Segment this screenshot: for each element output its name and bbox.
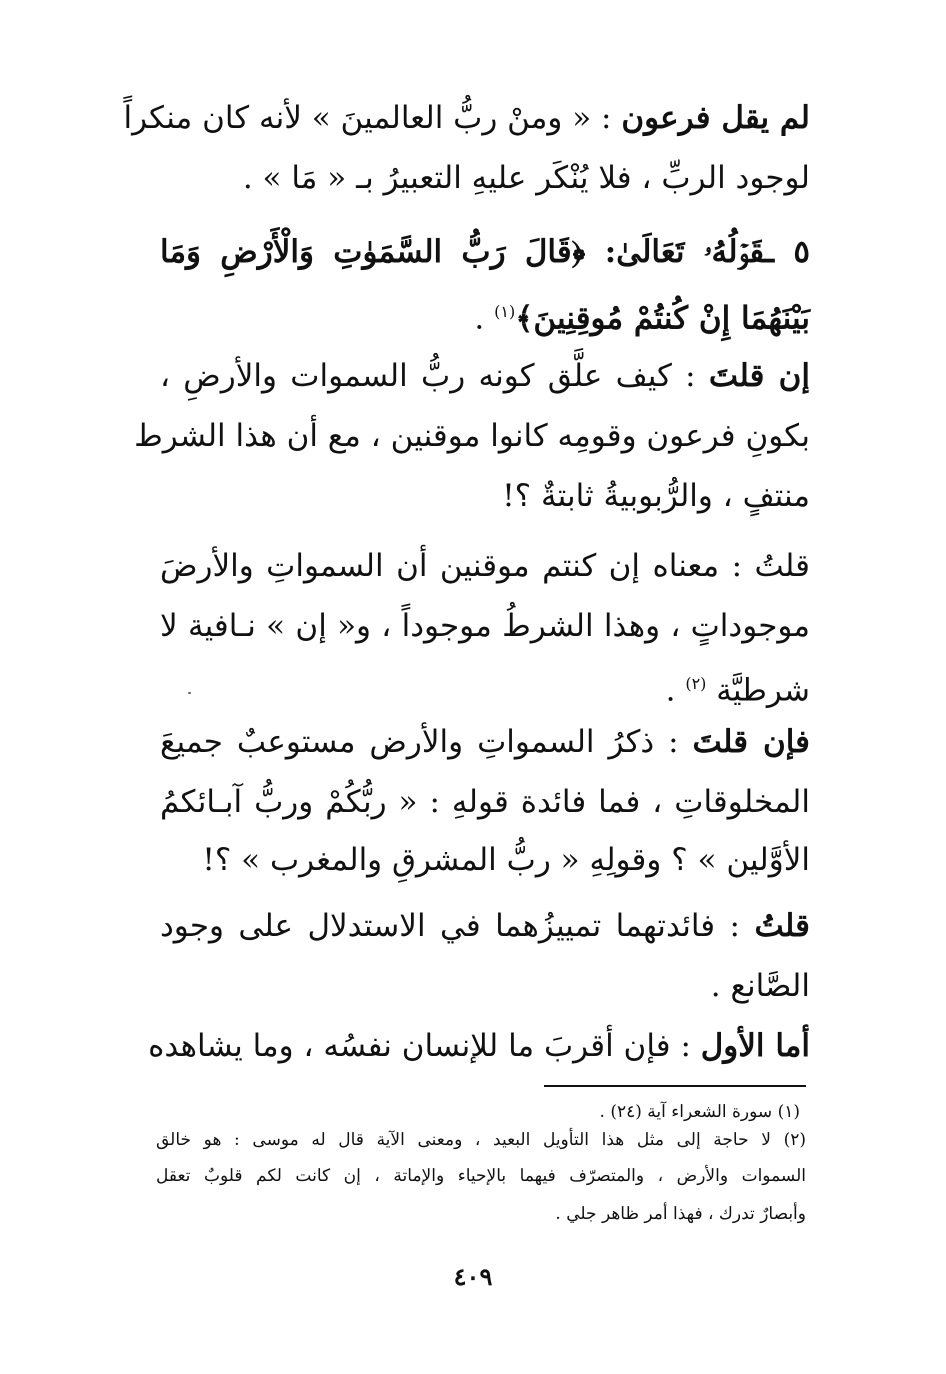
para3-line3 (160, 658, 810, 710)
verse-line2-end: . (474, 300, 495, 337)
verse-line1-text: ﴿قَالَ رَبُّ السَّمَوٰتِ وَالْأَرْضِ وَمَا (160, 234, 605, 270)
para4-line2: المخلوقاتِ ، فما فائدة قولهِ : « ربُّكُمْ وربُّ آبـائكمُ (160, 784, 810, 820)
footnote-2-line1: (٢) لا حاجة إلى مثل هذا التأويل البعيد ، ومعنى الآية قال له موسى : هو خالق (156, 1130, 806, 1150)
para5-line2: الصَّانع . (710, 968, 810, 1004)
para5-lead: قلتُ (754, 908, 810, 944)
footnote-2-line2: السموات والأرض ، والمتصرّف فيهما بالإحياء والإماتة ، إن كانت لكم قلوبٌ تعقل (156, 1166, 806, 1186)
para1-line1 (123, 92, 810, 144)
para4-line1-text: : ذكرُ السمواتِ والأرض مستوعبٌ جميعَ (160, 724, 693, 760)
para2-line1 (160, 350, 810, 402)
para2-line3: منتفٍ ، والرُّبوبيةُ ثابتةٌ ؟! (502, 478, 810, 514)
page-number: ٤٠٩ (453, 1262, 493, 1291)
para6-lead: أما الأول (700, 1028, 810, 1064)
para3-line2: موجوداتٍ ، وهذا الشرطُ موجوداً ، و« إن » نـافية لا (160, 608, 810, 644)
verse-line2-text: بَيْنَهُمَا إِنْ كُنتُمْ مُوقِنِينَ﴾ (515, 300, 810, 337)
footnote-ref-1: (١) (494, 302, 516, 321)
para6-line1 (148, 1020, 810, 1072)
para4-lead: فإن قلتَ (692, 724, 810, 760)
scan-speck (188, 692, 191, 694)
para3-line3-text: شرطيَّة (716, 672, 810, 709)
footnote-ref-2: (٢) (685, 674, 707, 693)
para1-lead: لم يقل فرعون (621, 100, 810, 136)
footnote-2-line3: وأبصارٌ تدرك ، فهذا أمر ظاهر جلي . (555, 1204, 806, 1224)
verse-label: ٥ ـقَوۡلُهُۥ تَعَالَىٰ: (604, 234, 811, 270)
para3-line1: قلتُ : معناه إن كنتم موقنين أن السمواتِ والأرضَ (160, 548, 810, 584)
para3-line3-end: . (665, 672, 686, 709)
verse-line1 (160, 226, 810, 278)
para2-line1-text: : كيف علَّق كونه ربُّ السموات والأرضِ ، (160, 358, 709, 394)
para4-line3: الأوَّلين » ؟ وقولِهِ « ربُّ المشرقِ والمغرب » ؟! (202, 842, 810, 878)
footnote-1: (١) سورة الشعراء آية (٢٤) . (599, 1102, 800, 1122)
para2-line2: بكونِ فرعون وقومِه كانوا موقنين ، مع أن هذا الشرط (134, 418, 810, 454)
para5-line1-text: : فائدتهما تمييزُهما في الاستدلال على وجود (160, 908, 755, 944)
para4-line1 (160, 716, 810, 768)
footnote-separator (544, 1085, 806, 1087)
para2-lead: إن قلتَ (708, 358, 810, 394)
para5-line1 (160, 900, 810, 952)
para6-line1-text: : فإن أقربَ ما للإنسان نفسُه ، وما يشاهده (148, 1028, 701, 1064)
para1-line1-text: : « ومنْ ربُّ العالمينَ » لأنه كان منكراً (123, 100, 622, 136)
para1-line2: لوجود الربِّ ، فلا يُنْكَر عليهِ التعبيرُ بـ « مَا » . (242, 160, 810, 196)
verse-line2 (160, 286, 810, 338)
